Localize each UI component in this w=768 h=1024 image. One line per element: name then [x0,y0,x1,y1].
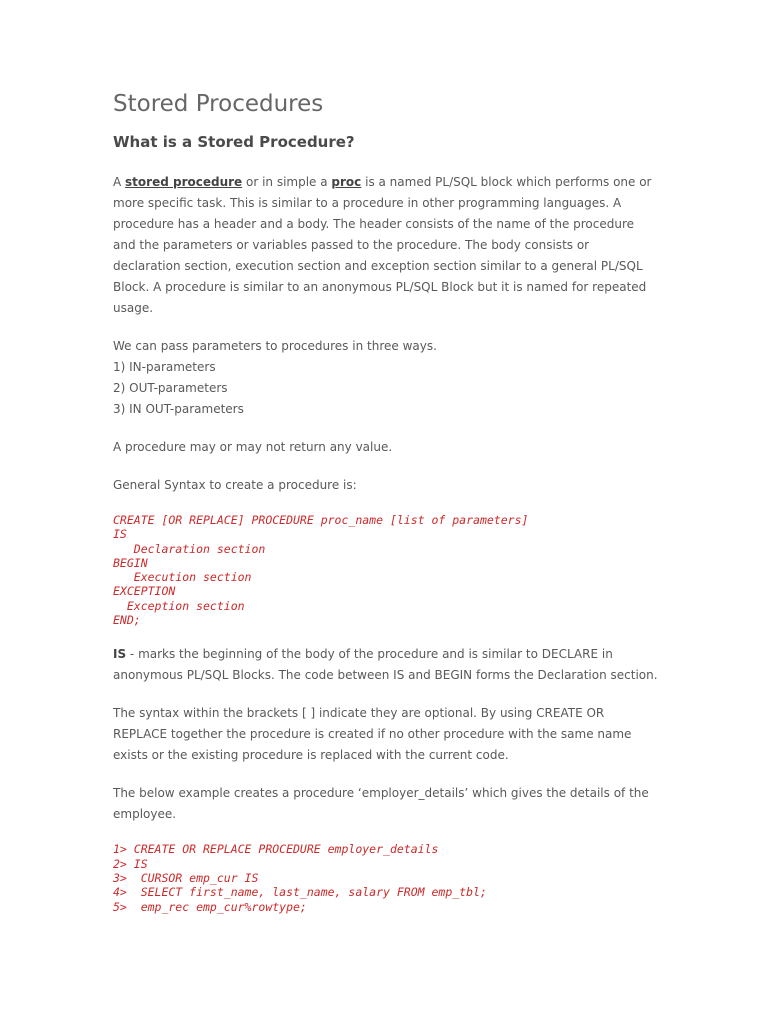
parameter-item: 2) OUT-parameters [113,381,228,395]
code-line: Execution section [113,570,252,585]
code-line: 2> IS [113,856,148,871]
parameters-paragraph [113,336,658,420]
return-note: A procedure may or may not return any value. [113,440,393,454]
example-code-block [113,842,658,913]
parameter-item: 3) IN OUT-parameters [113,402,244,416]
intro-lead: A [113,175,126,189]
section-heading: What is a Stored Procedure? [113,133,355,151]
syntax-intro: General Syntax to create a procedure is: [113,478,357,492]
code-line: 4> SELECT first_name, last_name, salary FROM emp_tbl; [113,885,487,900]
code-line: 3> CURSOR emp_cur IS [113,870,259,885]
code-line: END; [113,613,141,628]
intro-paragraph [113,172,658,319]
is-term: IS [113,647,127,662]
document-page [113,88,658,931]
intro-mid: or in simple a [242,175,332,189]
stored-procedure-term: stored procedure [125,175,243,189]
page-title: Stored Procedures [113,91,324,117]
brackets-note: The syntax within the brackets [ ] indicate they are optional. By using CREATE OR REPLACE together the procedure is created if no other procedure with the same name exists or the existing procedure is replaced with the current code. [113,706,632,763]
proc-term: proc [331,175,362,189]
syntax-code-block [113,513,658,627]
code-line: IS [113,527,127,542]
is-note [113,644,658,686]
parameters-intro: We can pass parameters to procedures in three ways. [113,339,437,353]
parameter-item: 1) IN-parameters [113,360,216,374]
is-note-text: - marks the beginning of the body of the procedure and is similar to DECLARE in anonymous PL/SQL Blocks. The code between IS and BEGIN forms the Declaration section. [113,647,658,683]
code-line: EXCEPTION [113,584,176,599]
code-line: 1> CREATE OR REPLACE PROCEDURE employer_details [113,842,439,857]
code-line: BEGIN [113,555,148,570]
code-line: Declaration section [113,541,266,556]
code-line: 5> emp_rec emp_cur%rowtype; [113,899,307,914]
code-line: Exception section [113,598,245,613]
intro-rest: is a named PL/SQL block which performs one or more specific task. This is similar to a procedure in other programming languages. A procedure has a header and a body. The header consists of the name of the procedure and the parameters or variables passed to the procedure. The body consists or declaration section, execution section and exception section similar to a general PL/SQL Block. A procedure is similar to an anonymous PL/SQL Block but it is named for repeated usage. [113,175,652,315]
code-line: CREATE [OR REPLACE] PROCEDURE proc_name [list of parameters] [113,513,529,527]
example-intro: The below example creates a procedure ‘employer_details’ which gives the details of the employee. [113,786,649,822]
